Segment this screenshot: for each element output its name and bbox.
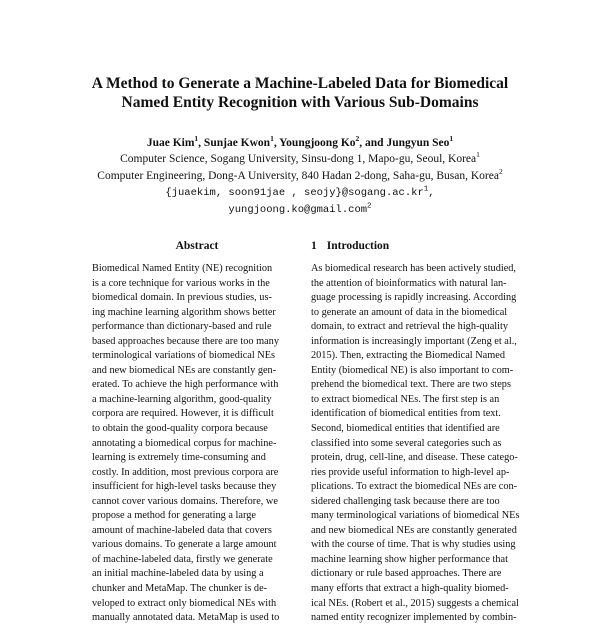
abstract-line: insufficient for high-level tasks because they	[92, 481, 277, 493]
abstract-line: ing machine learning algorithm shows better	[92, 306, 276, 318]
affiliation-block	[0, 151, 600, 219]
introduction-line: with the course of time. That is why studies using	[311, 539, 516, 551]
author-affil-mark: 1	[270, 134, 274, 144]
abstract-line: amount of machine-labeled data that covers	[92, 524, 272, 536]
introduction-line: domain, to extract and retrieval the high-quality	[311, 321, 509, 333]
abstract-line: manually annotated data. MetaMap is used to	[92, 612, 280, 624]
introduction-body	[311, 262, 538, 626]
introduction-line: plications. To extract the biomedical NEs are con-	[311, 481, 518, 493]
abstract-line: cannot cover various domains. Therefore, we	[92, 495, 278, 507]
abstract-line: veloped to extract only biomedical NEs with	[92, 597, 277, 609]
introduction-line: to generate an amount of data in the biomedical	[311, 306, 508, 318]
abstract-line: is a core technique for various works in the	[92, 277, 270, 289]
introduction-line: and new biomedical NEs are constantly generated	[311, 524, 517, 536]
introduction-heading	[311, 240, 389, 252]
paper-title	[40, 74, 560, 112]
introduction-line: protein, drug, cell-line, and disease. These catego-	[311, 452, 518, 464]
abstract-line: and new biomedical NEs are constantly gen-	[92, 364, 277, 376]
abstract-body	[92, 262, 302, 626]
title-line: Named Entity Recognition with Various Sub-Domains	[121, 94, 479, 111]
introduction-line: information is increasingly important (Zeng et al.,	[311, 335, 517, 347]
introduction-line: Second, biomedical entities that identified are	[311, 423, 500, 435]
introduction-line: Entity (biomedical NE) is also important to com-	[311, 364, 514, 376]
abstract-line: biomedical domain. In previous studies, us-	[92, 292, 272, 304]
affiliation-line: Computer Engineering, Dong-A University, 840 Hadan 2-dong, Saha-gu, Busan, Korea$^2$	[97, 167, 503, 182]
abstract-line: a machine-learning algorithm, good-quality	[92, 393, 272, 405]
introduction-line: dictionary or rule based approaches. There are	[311, 568, 502, 580]
email-line: {juaekim, soon91jae , $seojy\}@sogang.ac.kr^1$,	[165, 185, 435, 199]
author-name: Sunjae Kwon	[203, 137, 271, 149]
introduction-line: many efforts that extract a high-quality biomed-	[311, 583, 509, 595]
author-conjunction: and	[365, 137, 384, 149]
email-line: yungjoong.ko@gmail.com$^2$	[228, 202, 372, 216]
title-line: A Method to Generate a Machine-Labeled Data for Biomedical	[91, 75, 509, 92]
abstract-line: an initial machine-labeled data by using a	[92, 568, 264, 580]
introduction-line: sidered challenging task because there are too	[311, 495, 500, 507]
abstract-line: erated. To achieve the high performance with	[92, 379, 279, 391]
introduction-line: many terminological variations of biomedical NEs	[311, 510, 520, 522]
abstract-line: terminological variations of biomedical NEs	[92, 350, 276, 362]
abstract-line: based approaches because there are too many	[92, 335, 279, 347]
abstract-line: to obtain the good-quality corpora because	[92, 423, 268, 435]
introduction-line: machine learning show higher performance that	[311, 553, 508, 565]
author-affil-mark: 2	[355, 134, 360, 144]
author-affil-mark: 1	[194, 134, 199, 144]
abstract-heading: Abstract	[175, 240, 219, 252]
author-name: Juae Kim	[146, 137, 195, 149]
introduction-line: 2015). Then, extracting the Biomedical Named	[311, 350, 505, 362]
introduction-line: named entity recognizer implemented by combin-	[311, 612, 517, 624]
abstract-line: corpora are required. However, it is difficult	[92, 408, 274, 420]
introduction-line: the attention of bioinformatics with natural lan-	[311, 277, 507, 289]
author-name: Jungyun Seo	[386, 137, 450, 149]
abstract-line: propose a method for generating a large	[92, 510, 256, 522]
introduction-line: prehend the biomedical text. There are two steps	[311, 379, 511, 391]
abstract-line: chunker and MetaMap. The chunker is de-	[92, 583, 268, 595]
abstract-line: performance than dictionary-based and rule	[92, 321, 272, 333]
affiliation-line: Computer Science, Sogang University, Sinsu-dong 1, Mapo-gu, Seoul, Korea$^1$	[120, 150, 480, 165]
introduction-line: classified into some several categories such as	[311, 437, 502, 449]
section-number: 1	[311, 240, 317, 252]
introduction-line: ical NEs. (Robert et al., 2015) suggests a chemical	[311, 597, 519, 609]
abstract-line: of machine-labeled data, firstly we generate	[92, 553, 273, 565]
author-list: Juae Kim$^1$, Sunjae Kwon$^1$, Youngjoong Ko$^2$, and Jungyun Seo$^1$	[146, 134, 454, 149]
author-affil-mark: 1	[449, 134, 454, 144]
introduction-line: guage processing is rapidly increasing. According	[311, 292, 517, 304]
introduction-line: ries provide useful information to high-level ap-	[311, 466, 510, 478]
author-name: Youngjoong Ko	[279, 137, 356, 149]
section-title: Introduction	[326, 240, 390, 252]
abstract-line: Biomedical Named Entity (NE) recognition	[92, 263, 273, 274]
abstract-line: various domains. To generate a large amount	[92, 539, 277, 551]
abstract-line: annotating a biomedical corpus for machine-	[92, 437, 277, 449]
abstract-line: learning is extremely time-consuming and	[92, 452, 266, 464]
introduction-line: to extract biomedical NEs. The first step is an	[311, 393, 500, 405]
introduction-line: identification of biomedical entities from text.	[311, 408, 501, 420]
introduction-line: As biomedical research has been actively studied,	[311, 263, 517, 274]
abstract-line: costly. In addition, most previous corpora are	[92, 466, 279, 478]
